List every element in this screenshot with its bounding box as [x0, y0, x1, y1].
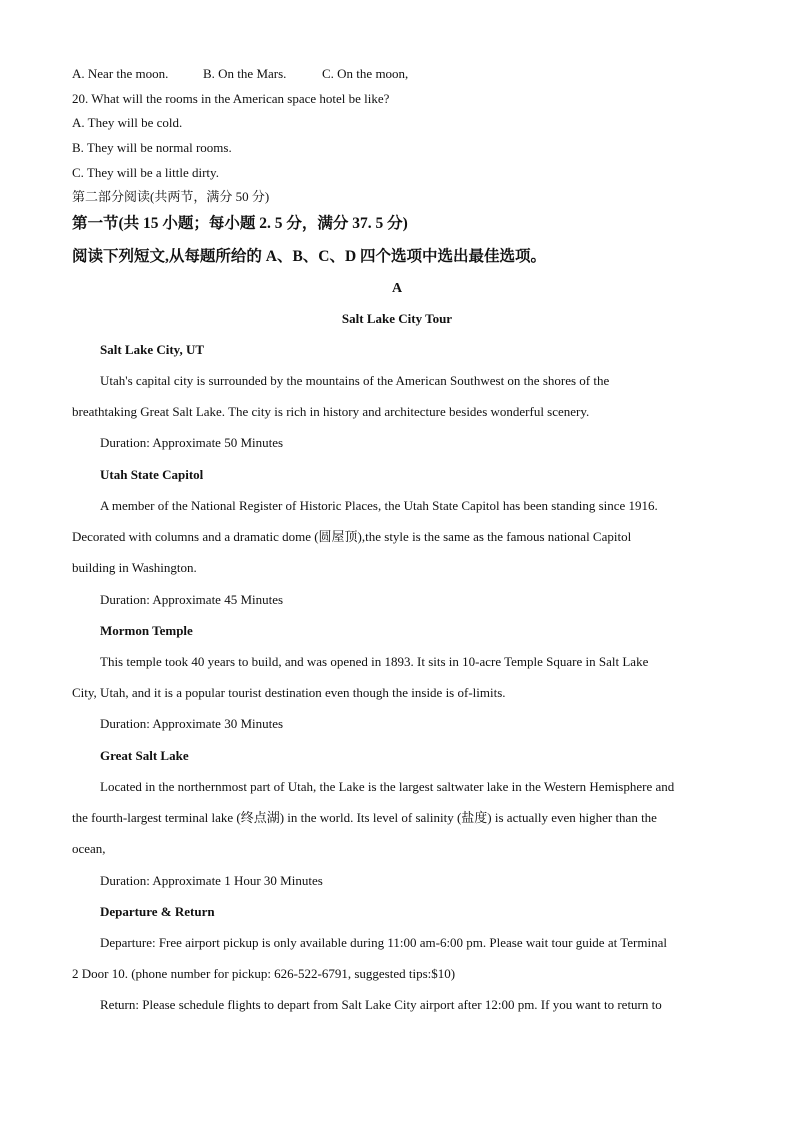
section-text-line: breathtaking Great Salt Lake. The city is rich in history and architecture besides wonderful scenery.: [72, 404, 590, 419]
section-text-line: ocean,: [72, 841, 106, 856]
section-heading-departure-return: Departure & Return: [100, 904, 215, 919]
return-text-line: Return: Please schedule flights to depart from Salt Lake City airport after 12:00 pm. If you want to return to: [100, 997, 662, 1012]
section-heading-utah-state-capitol: Utah State Capitol: [100, 467, 204, 482]
q20-option-c: C. They will be a little dirty.: [72, 165, 219, 180]
instruction: 阅读下列短文,从每题所给的 A、B、C、D 四个选项中选出最佳选项。: [72, 248, 547, 265]
section-text-line: Located in the northernmost part of Utah, the Lake is the largest saltwater lake in the Western Hemisphere and: [100, 779, 675, 794]
section-text-line: the fourth-largest terminal lake (终点湖) in the world. Its level of salinity (盐度) is actually even higher than the: [72, 810, 657, 825]
q20-option-b: B. They will be normal rooms.: [72, 140, 232, 155]
part2-title: 第二部分阅读(共两节，满分 50 分): [72, 189, 270, 204]
q19-option-a: A. Near the moon.: [72, 66, 169, 81]
section-heading-salt-lake-city: Salt Lake City, UT: [100, 342, 205, 357]
duration-salt-lake-city: Duration: Approximate 50 Minutes: [100, 435, 284, 450]
duration-mormon-temple: Duration: Approximate 30 Minutes: [100, 716, 284, 731]
section-heading-great-salt-lake: Great Salt Lake: [100, 748, 189, 763]
departure-text-line: Departure: Free airport pickup is only available during 11:00 am-6:00 pm. Please wait tour guide at Terminal: [100, 935, 667, 950]
section-text-line: A member of the National Register of Historic Places, the Utah State Capitol has been standing since 1916.: [100, 498, 658, 513]
duration-great-salt-lake: Duration: Approximate 1 Hour 30 Minutes: [100, 873, 323, 888]
section-text-line: Decorated with columns and a dramatic dome (圆屋顶),the style is the same as the famous national Capitol: [72, 529, 632, 544]
q19-options: [72, 66, 408, 82]
section-text-line: City, Utah, and it is a popular tourist destination even though the inside is of-limits.: [72, 685, 506, 700]
section-text-line: building in Washington.: [72, 560, 197, 575]
q19-option-b: B. On the Mars.: [203, 66, 287, 81]
section-text-line: Utah's capital city is surrounded by the mountains of the American Southwest on the shores of the: [100, 373, 610, 388]
q20-stem: 20. What will the rooms in the American space hotel be like?: [72, 91, 390, 106]
q19-option-c: C. On the moon,: [322, 66, 409, 81]
section-text-line: This temple took 40 years to build, and was opened in 1893. It sits in 10-acre Temple Square in Salt Lake: [100, 654, 649, 669]
duration-utah-state-capitol: Duration: Approximate 45 Minutes: [100, 592, 284, 607]
departure-text-line: 2 Door 10. (phone number for pickup: 626-522-6791, suggested tips:$10): [72, 966, 456, 981]
passage-title: Salt Lake City Tour: [341, 311, 453, 326]
passage-letter: A: [391, 281, 403, 296]
section1-title: 第一节(共 15 小题；每小题 2. 5 分，满分 37. 5 分): [72, 215, 408, 232]
q20-option-a: A. They will be cold.: [72, 115, 183, 130]
section-heading-mormon-temple: Mormon Temple: [100, 623, 193, 638]
